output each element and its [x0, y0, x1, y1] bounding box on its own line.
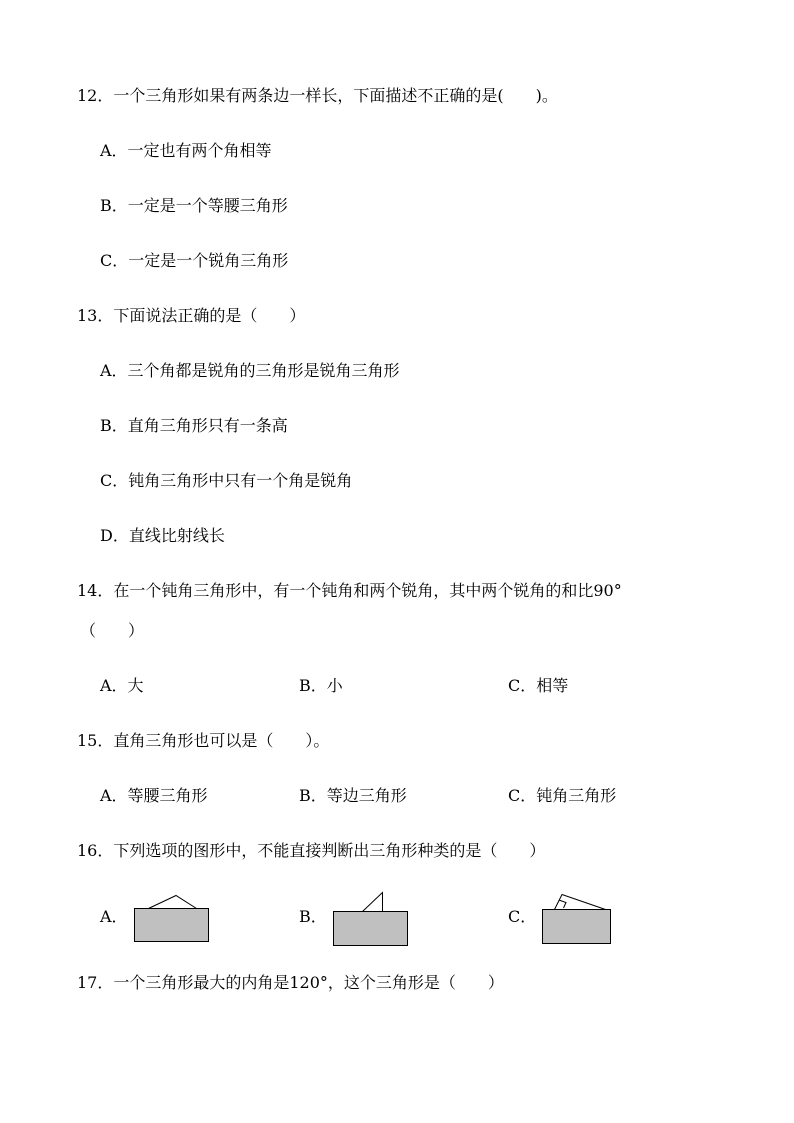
question-12-stem: 12．一个三角形如果有两条边一样长，下面描述不正确的是( )。 [77, 86, 558, 105]
question-17-stem: 17．一个三角形最大的内角是120°，这个三角形是（ ） [77, 973, 504, 992]
question-16-option-a[interactable]: A． [100, 907, 128, 926]
figure-c-rect [543, 910, 611, 944]
question-14-answer-blank: （ ） [80, 621, 145, 640]
question-13-option-a[interactable]: A．三个角都是锐角的三角形是锐角三角形 [100, 361, 400, 380]
question-12-option-c[interactable]: C．一定是一个锐角三角形 [100, 251, 289, 270]
question-13-option-b[interactable]: B．直角三角形只有一条高 [100, 416, 288, 435]
question-14-stem: 14．在一个钝角三角形中，有一个钝角和两个锐角，其中两个锐角的和比90° [77, 581, 622, 600]
figure-b-rect [334, 912, 408, 946]
question-15-stem: 15．直角三角形也可以是（ ）。 [77, 731, 330, 750]
question-13-stem: 13．下面说法正确的是（ ） [77, 306, 306, 325]
question-13-option-c[interactable]: C．钝角三角形中只有一个角是锐角 [100, 471, 353, 490]
figure-c-right-angle-mark [559, 900, 566, 908]
question-14-option-a[interactable]: A．大 [100, 676, 144, 695]
figure-b-triangle [330, 888, 414, 950]
figure-a-rect [135, 909, 209, 942]
figure-c-triangle-top [555, 895, 606, 910]
figure-a-triangle-top [149, 896, 197, 909]
question-12-option-b[interactable]: B．一定是一个等腰三角形 [100, 196, 288, 215]
question-12-option-a[interactable]: A．一定也有两个角相等 [100, 141, 272, 160]
question-16-option-c[interactable]: C． [508, 907, 537, 926]
question-15-option-c[interactable]: C．钝角三角形 [508, 786, 617, 805]
question-16-option-b[interactable]: B． [299, 907, 327, 926]
question-15-option-a[interactable]: A．等腰三角形 [100, 786, 208, 805]
figure-c-right-triangle [538, 888, 612, 950]
question-14-option-b[interactable]: B．小 [299, 676, 343, 695]
question-14-option-c[interactable]: C．相等 [508, 676, 569, 695]
figure-a-obtuse-triangle [130, 890, 214, 946]
question-15-option-b[interactable]: B．等边三角形 [299, 786, 407, 805]
question-13-option-d[interactable]: D．直线比射线长 [100, 526, 225, 545]
figure-b-triangle-top [363, 893, 383, 912]
question-16-stem: 16．下列选项的图形中，不能直接判断出三角形种类的是（ ） [77, 841, 546, 860]
